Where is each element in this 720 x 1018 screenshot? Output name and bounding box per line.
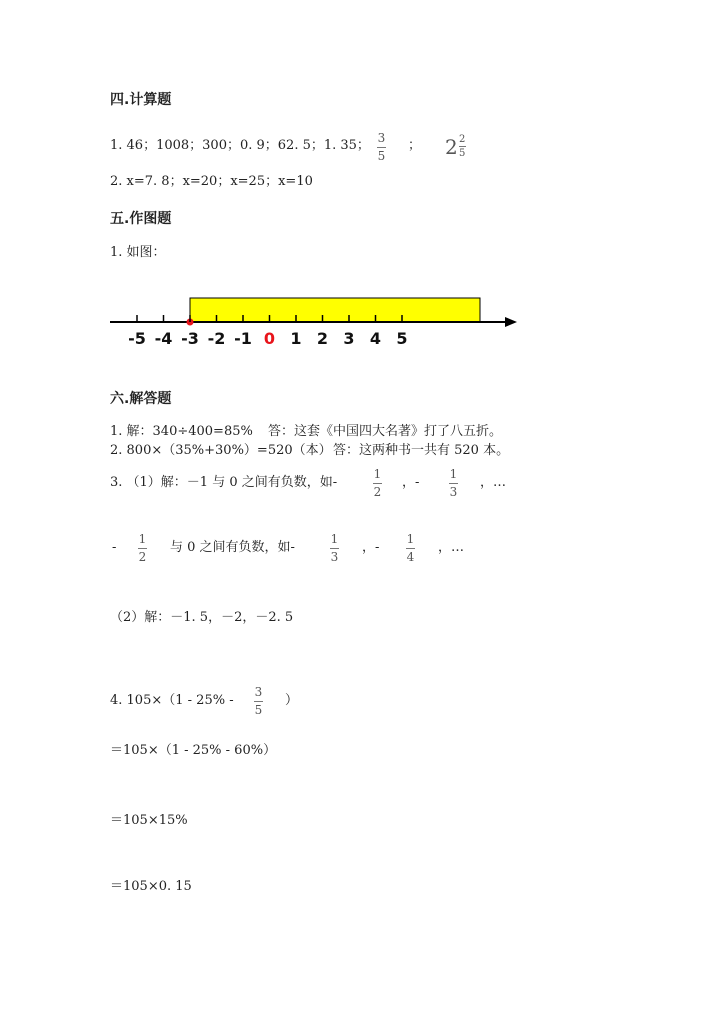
fraction-denominator: 2: [138, 550, 147, 564]
answer-2-conclusion: 答：这两种书一共有 520 本。: [333, 443, 510, 458]
answer-3-separator-2: ，-: [362, 540, 380, 555]
number-line-figure: [105, 288, 525, 358]
fraction-1-3: [449, 468, 458, 499]
number-line-label: -5: [128, 329, 146, 348]
fraction-1-2: [373, 468, 382, 499]
fraction-denominator: 3: [330, 550, 339, 564]
number-line-label: -2: [207, 329, 226, 348]
fraction-3-5-b: [254, 686, 263, 717]
answer-2-solution: 2. 800×（35%+30%）=520（本）: [110, 443, 332, 458]
answer-3-line2-prefix: -: [112, 540, 117, 555]
fraction-denominator: 5: [377, 149, 386, 163]
answer-4-line-1: 4. 105×（1 - 25% -: [110, 693, 234, 708]
mixed-number-2-2-5: [445, 134, 466, 159]
answer-1-solution: 1. 解：340÷400=85%: [110, 424, 253, 439]
number-line-highlight-region: [190, 298, 480, 322]
fraction-1-2-b: [138, 533, 147, 564]
fraction-numerator: 1: [406, 532, 415, 546]
number-line-label: -1: [234, 329, 252, 348]
section-4-title: 四.计算题: [110, 92, 172, 108]
calc-answer-1: 1. 46；1008；300；0. 9；62. 5；1. 35；: [110, 138, 370, 153]
fraction-numerator: 1: [330, 532, 339, 546]
calc-answer-2: 2. x=7. 8；x=20；x=25；x=10: [110, 174, 313, 189]
fraction-1-4: [406, 533, 415, 564]
answer-3-ellipsis: ，…: [480, 475, 507, 490]
number-line-label: 1: [290, 329, 302, 348]
fraction-3-5: [377, 132, 386, 163]
fraction-1-3-b: [330, 533, 339, 564]
answer-3-intro: 3. （1）解：－1 与 0 之间有负数，如-: [110, 475, 338, 490]
section-5-title: 五.作图题: [110, 211, 172, 227]
number-line-arrow-icon: [505, 317, 517, 327]
answer-3-separator: ，-: [402, 475, 420, 490]
mixed-numerator: 2: [459, 134, 466, 145]
fraction-denominator: 3: [449, 485, 458, 499]
fraction-numerator: 1: [449, 467, 458, 481]
fraction-denominator: 2: [373, 485, 382, 499]
number-line-label: -3: [181, 329, 199, 348]
answer-4-line-4: ＝105×0. 15: [110, 879, 192, 894]
number-line-label: 2: [316, 329, 329, 348]
number-line-label: 3: [343, 329, 355, 348]
number-line-label: 0: [263, 329, 276, 348]
answer-3-line2-text: 与 0 之间有负数，如-: [170, 540, 295, 555]
mixed-whole: 2: [445, 134, 458, 159]
number-line-label: 4: [369, 329, 382, 348]
answer-1-conclusion: 答：这套《中国四大名著》打了八五折。: [268, 424, 503, 439]
answer-4-line-3: ＝105×15%: [110, 813, 188, 828]
number-line-label: -4: [154, 329, 173, 348]
fraction-numerator: 3: [254, 685, 263, 699]
answer-3-ellipsis-2: ，…: [438, 540, 465, 555]
fraction-numerator: 1: [373, 467, 382, 481]
fraction-numerator: 1: [138, 532, 147, 546]
answer-3-part-2: （2）解：－1. 5，－2，－2. 5: [110, 610, 294, 625]
mixed-denominator: 5: [459, 148, 466, 159]
fraction-denominator: 4: [406, 550, 415, 564]
section-6-title: 六.解答题: [110, 391, 172, 407]
number-line-label: 5: [396, 329, 408, 348]
fraction-numerator: 3: [377, 131, 386, 145]
fraction-denominator: 5: [254, 703, 263, 717]
drawing-answer-1: 1. 如图：: [110, 245, 166, 260]
answer-4-line-1-close: ）: [285, 693, 299, 708]
answer-4-line-2: ＝105×（1 - 25% - 60%）: [110, 743, 277, 758]
calc-separator: ；: [408, 138, 422, 153]
